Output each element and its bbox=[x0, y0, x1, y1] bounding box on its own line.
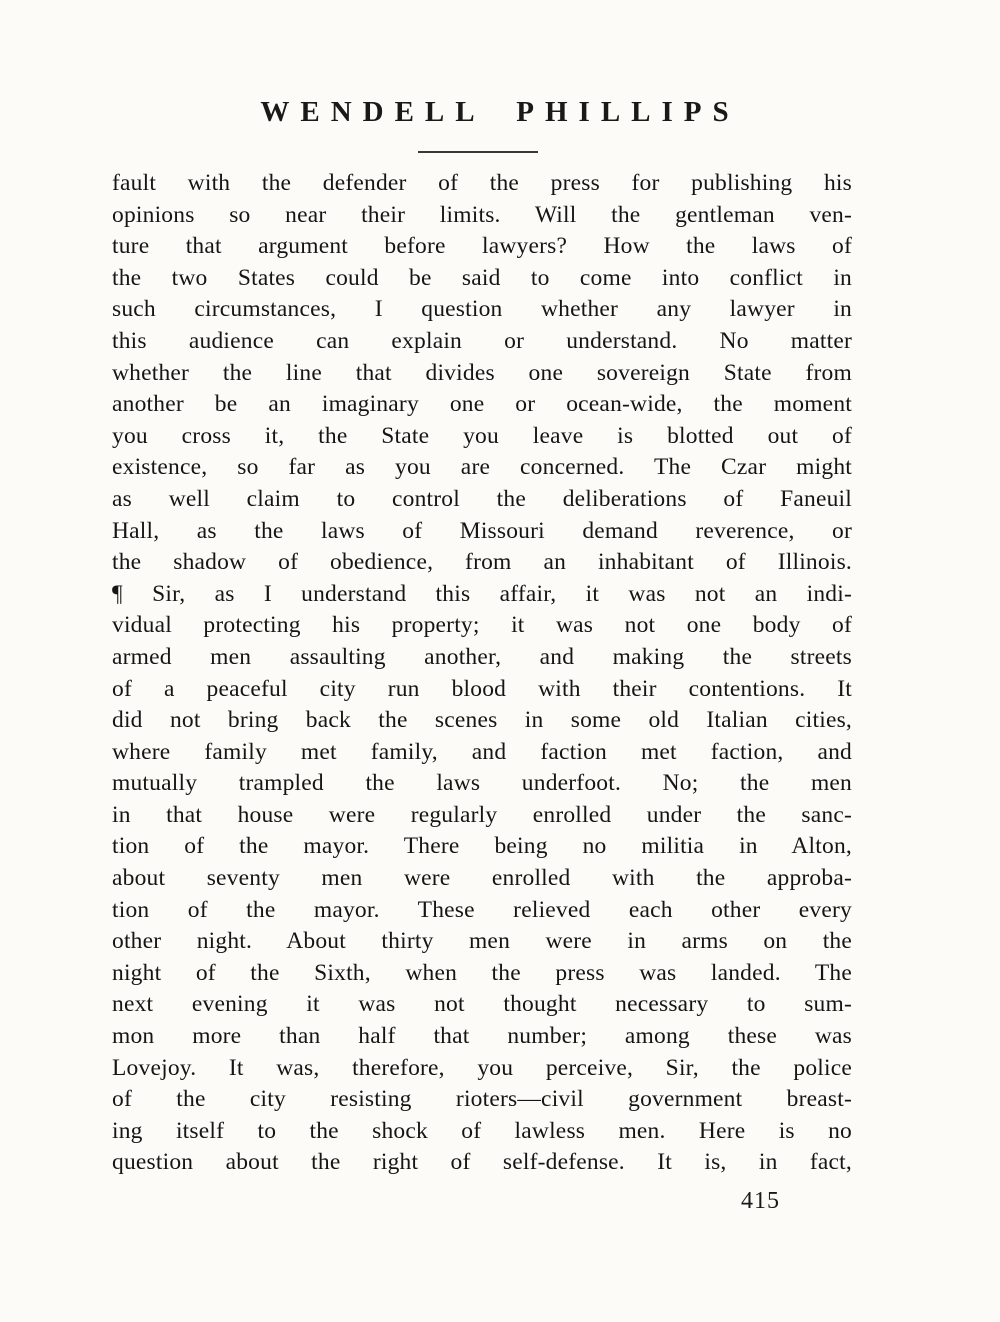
text-line: such circumstances, I question whether any lawyer in bbox=[112, 296, 852, 323]
text-line: another be an imaginary one or ocean-wide, the moment bbox=[112, 391, 852, 418]
text-line: Lovejoy. It was, therefore, you perceive, Sir, the police bbox=[112, 1054, 852, 1081]
text-line: mutually trampled the laws underfoot. No; the men bbox=[112, 770, 852, 797]
text-line: ¶ Sir, as I understand this affair, it was not an indi- bbox=[112, 580, 852, 607]
page-title: WENDELL PHILLIPS bbox=[260, 96, 740, 128]
text-line: tion of the mayor. These relieved each other every bbox=[112, 896, 852, 923]
text-line: next evening it was not thought necessary to sum- bbox=[112, 991, 852, 1018]
text-line: you cross it, the State you leave is blotted out of bbox=[112, 422, 852, 449]
text-line: ture that argument before lawyers? How the laws of bbox=[112, 233, 852, 260]
text-line: of the city resisting rioters—civil government breast- bbox=[112, 1086, 852, 1113]
body-text bbox=[112, 168, 852, 1179]
text-line: mon more than half that number; among these was bbox=[112, 1023, 852, 1050]
text-line: this audience can explain or understand. No matter bbox=[112, 327, 852, 354]
text-line: question about the right of self-defense. It is, in fact, bbox=[112, 1149, 852, 1176]
text-line: fault with the defender of the press for publishing his bbox=[112, 170, 852, 196]
text-line: night of the Sixth, when the press was landed. The bbox=[112, 959, 852, 986]
text-line: did not bring back the scenes in some old Italian cities, bbox=[112, 707, 852, 734]
text-line: existence, so far as you are concerned. The Czar might bbox=[112, 454, 852, 481]
text-line: where family met family, and faction met faction, and bbox=[112, 738, 852, 765]
text-line: about seventy men were enrolled with the approba- bbox=[112, 865, 852, 892]
page-number: 415 bbox=[741, 1188, 780, 1214]
title-rule bbox=[418, 151, 538, 153]
text-line: whether the line that divides one sovereign State from bbox=[112, 359, 852, 386]
text-line: armed men assaulting another, and making the streets bbox=[112, 643, 852, 670]
text-line: the shadow of obedience, from an inhabitant of Illinois. bbox=[112, 549, 852, 576]
text-line: Hall, as the laws of Missouri demand reverence, or bbox=[112, 517, 852, 544]
text-line: vidual protecting his property; it was not one body of bbox=[112, 612, 852, 639]
text-line: ing itself to the shock of lawless men. Here is no bbox=[112, 1117, 852, 1144]
text-line: in that house were regularly enrolled under the sanc- bbox=[112, 801, 852, 828]
text-line: tion of the mayor. There being no militia in Alton, bbox=[112, 833, 852, 860]
text-line: of a peaceful city run blood with their contentions. It bbox=[112, 675, 852, 702]
text-line: as well claim to control the deliberations of Faneuil bbox=[112, 485, 852, 512]
text-line: other night. About thirty men were in arms on the bbox=[112, 928, 852, 955]
text-line: opinions so near their limits. Will the gentleman ven- bbox=[112, 201, 852, 228]
text-line: the two States could be said to come into conflict in bbox=[112, 264, 852, 291]
